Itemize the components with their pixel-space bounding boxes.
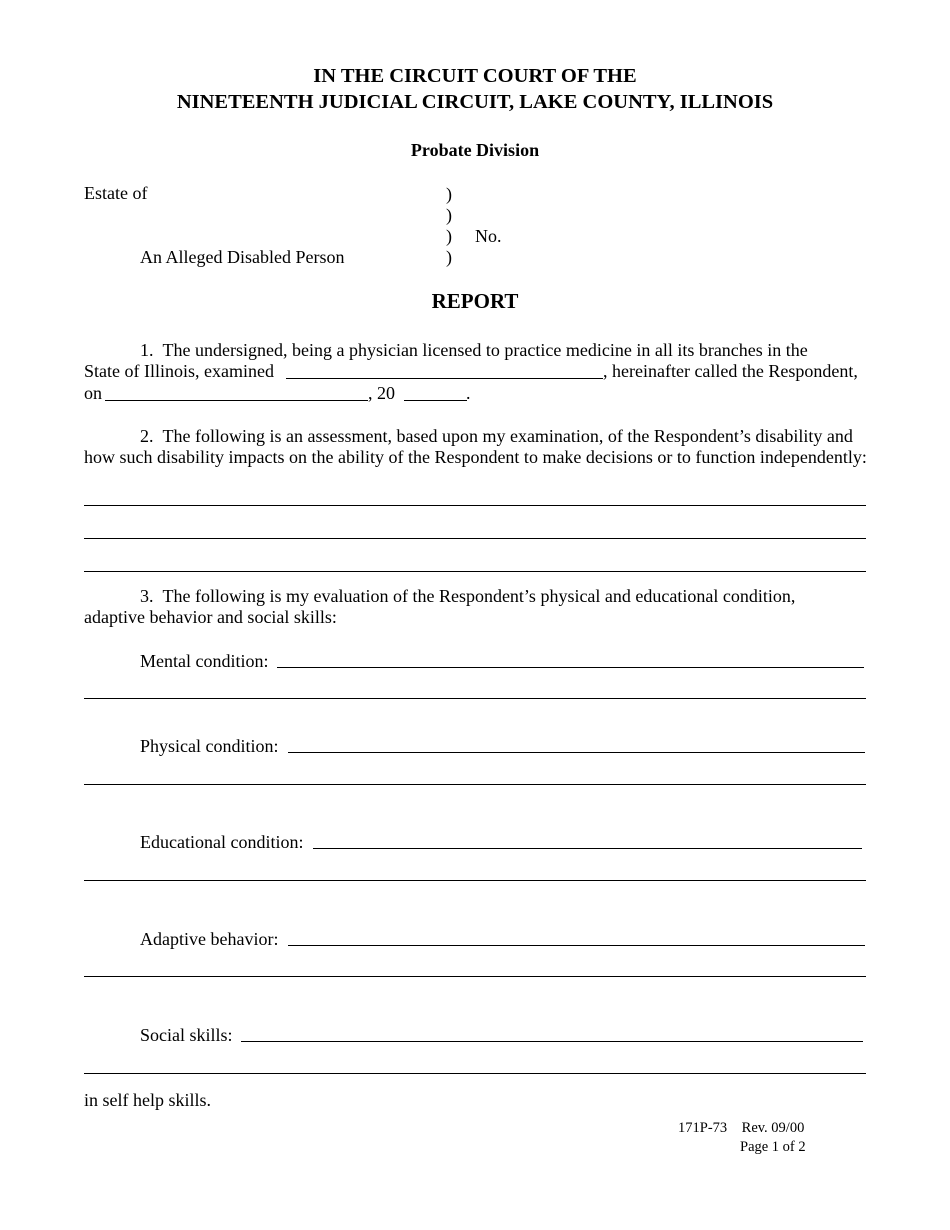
- caption-paren-3: ): [446, 226, 452, 246]
- mental-condition-field[interactable]: [277, 667, 864, 668]
- para1-line3-on: on: [84, 383, 102, 403]
- para1-year-prefix: , 20: [368, 383, 395, 403]
- educational-condition-line-2[interactable]: [84, 880, 866, 881]
- educational-condition-field[interactable]: [313, 848, 862, 849]
- page-number: Page 1 of 2: [740, 1139, 806, 1155]
- assessment-line-2[interactable]: [84, 538, 866, 539]
- mental-condition-label: Mental condition:: [140, 651, 269, 671]
- educational-condition-label: Educational condition:: [140, 832, 304, 852]
- para1-line2-end: , hereinafter called the Respondent,: [603, 361, 858, 381]
- division-label: Probate Division: [410, 140, 540, 160]
- assessment-line-1[interactable]: [84, 505, 866, 506]
- form-number: 171P-73 Rev. 09/00: [678, 1120, 805, 1136]
- court-title-line-2: NINETEENTH JUDICIAL CIRCUIT, LAKE COUNTY, ILLINOIS: [176, 91, 774, 113]
- examination-year-blank[interactable]: [404, 400, 467, 401]
- alleged-disabled-person-label: An Alleged Disabled Person: [140, 247, 345, 267]
- physical-condition-line-2[interactable]: [84, 784, 866, 785]
- adaptive-behavior-line-2[interactable]: [84, 976, 866, 977]
- para1-line1: 1. The undersigned, being a physician licensed to practice medicine in all its branches in the: [140, 340, 808, 360]
- para1-period: .: [466, 383, 471, 403]
- mental-condition-line-2[interactable]: [84, 698, 866, 699]
- assessment-line-3[interactable]: [84, 571, 866, 572]
- caption-paren-1: ): [446, 184, 452, 204]
- estate-of-label: Estate of: [84, 183, 148, 203]
- para1-line2-start: State of Illinois, examined: [84, 361, 274, 381]
- caption-paren-2: ): [446, 205, 452, 225]
- social-skills-line-2[interactable]: [84, 1073, 866, 1074]
- para3-line2: adaptive behavior and social skills:: [84, 607, 337, 627]
- social-skills-field[interactable]: [241, 1041, 863, 1042]
- caption-paren-4: ): [446, 247, 452, 267]
- court-title-line-1: IN THE CIRCUIT COURT OF THE: [313, 65, 637, 87]
- adaptive-behavior-label: Adaptive behavior:: [140, 929, 279, 949]
- social-skills-label: Social skills:: [140, 1025, 233, 1045]
- adaptive-behavior-field[interactable]: [288, 945, 865, 946]
- report-title: REPORT: [431, 289, 519, 313]
- physical-condition-field[interactable]: [288, 752, 865, 753]
- para2-line2: how such disability impacts on the ability of the Respondent to make decisions or to function independently:: [84, 447, 867, 467]
- respondent-name-blank[interactable]: [286, 378, 603, 379]
- examination-date-blank[interactable]: [105, 400, 368, 401]
- para3-line1: 3. The following is my evaluation of the Respondent’s physical and educational condition,: [140, 586, 796, 606]
- self-help-skills-text: in self help skills.: [84, 1090, 211, 1110]
- case-number-label: No.: [475, 226, 502, 246]
- para2-line1: 2. The following is an assessment, based upon my examination, of the Respondent’s disability and: [140, 426, 853, 446]
- physical-condition-label: Physical condition:: [140, 736, 279, 756]
